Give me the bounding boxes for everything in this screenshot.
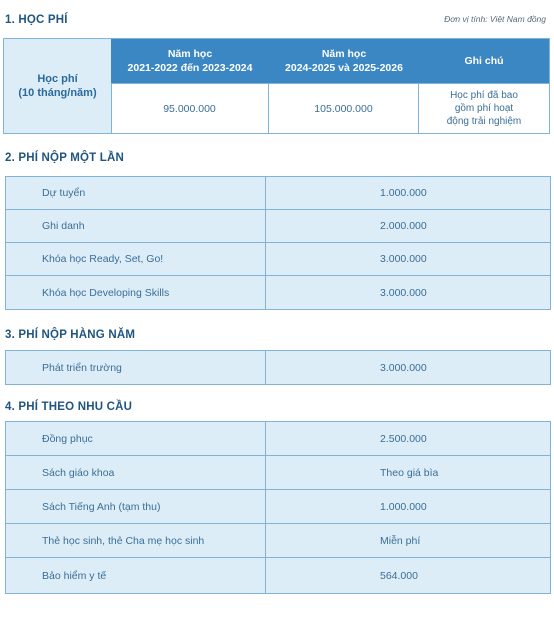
section-1-title: 1. HỌC PHÍ (5, 14, 68, 26)
table-row (6, 351, 550, 384)
column-header-line2: 2024-2025 và 2025-2026 (285, 62, 403, 74)
column-header-line1: Năm học (321, 48, 367, 60)
tuition-value-2021-2024: 95.000.000 (111, 83, 269, 133)
table-row (6, 558, 550, 593)
column-header-note (419, 39, 549, 83)
tuition-table (3, 38, 550, 134)
table-row (6, 243, 550, 276)
table-row (6, 456, 550, 490)
tuition-row-header-line2: (10 tháng/năm) (18, 87, 97, 99)
fee-name: Phát triển trường (6, 351, 266, 384)
fee-value: 3.000.000 (380, 253, 427, 265)
fee-value: 564.000 (380, 569, 418, 582)
table-row (6, 210, 550, 243)
fee-value: 2.500.000 (380, 432, 427, 445)
column-header-line1: Năm học (167, 48, 213, 60)
tuition-note (419, 83, 549, 133)
fee-name: Đồng phục (6, 422, 266, 455)
fee-name: Sách Tiếng Anh (tạm thu) (6, 490, 266, 523)
section-3-title: 3. PHÍ NỘP HÀNG NĂM (5, 329, 136, 341)
table-row (6, 524, 550, 558)
annual-fee-table (5, 350, 551, 385)
column-header-2024-2026 (269, 39, 420, 83)
fee-name: Bảo hiểm y tế (6, 558, 266, 593)
column-header-2021-2024 (111, 39, 270, 83)
fee-name: Thẻ học sinh, thẻ Cha mẹ học sinh (6, 524, 266, 557)
note-line: gồm phí hoạt (454, 103, 514, 114)
fee-name: Sách giáo khoa (6, 456, 266, 489)
column-header-line2: 2021-2022 đến 2023-2024 (127, 62, 253, 74)
note-line: động trải nghiệm (446, 116, 522, 127)
table-row (6, 490, 550, 524)
tuition-row-header-line1: Học phí (37, 73, 78, 85)
fee-value: Theo giá bìa (380, 466, 439, 479)
fee-name: Ghi danh (6, 210, 266, 242)
one-time-fee-table (5, 176, 551, 310)
fee-value: 1.000.000 (380, 187, 427, 199)
fee-value: 1.000.000 (380, 500, 427, 513)
section-4-title: 4. PHÍ THEO NHU CẦU (5, 401, 133, 413)
table-row (6, 422, 550, 456)
unit-note: Đơn vị tính: Việt Nam đồng (444, 14, 546, 24)
section-2-title: 2. PHÍ NỘP MỘT LẦN (5, 152, 125, 164)
fee-name: Khóa học Ready, Set, Go! (6, 243, 266, 275)
table-row (6, 276, 550, 309)
fee-value: 3.000.000 (380, 361, 427, 374)
column-header-line1: Ghi chú (464, 55, 504, 67)
note-line: Học phí đã bao (450, 90, 518, 101)
table-row (6, 177, 550, 210)
fee-value: 2.000.000 (380, 220, 427, 232)
fee-name: Khóa học Developing Skills (6, 276, 266, 309)
tuition-row-header (4, 39, 112, 133)
optional-fee-table (5, 421, 551, 594)
fee-value: Miễn phí (380, 534, 421, 547)
tuition-value-2024-2026: 105.000.000 (269, 83, 419, 133)
fee-value: 3.000.000 (380, 286, 427, 299)
fee-name: Dự tuyển (6, 177, 266, 209)
